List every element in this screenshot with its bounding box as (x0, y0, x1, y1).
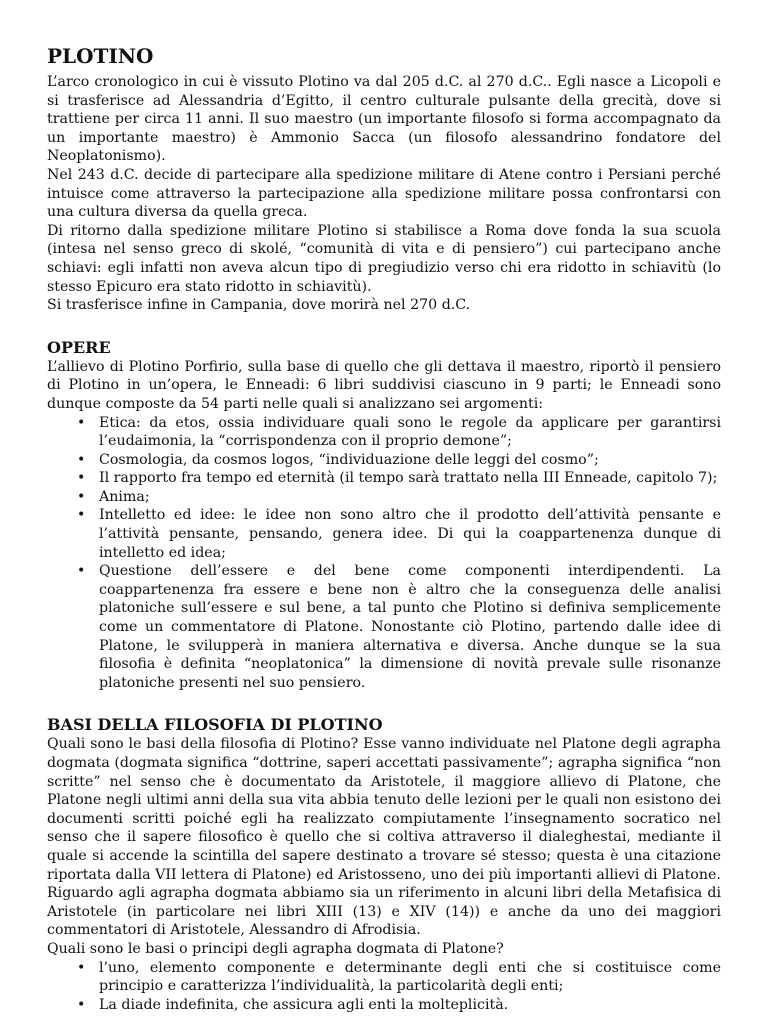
page-title: PLOTINO (47, 44, 154, 68)
list-item: • Etica: da etos, ossia individuare quali sono le regole da applicare per garantirsi l’eudaimonia, la “corrispondenza con il proprio demone”; (99, 414, 721, 451)
basi-list (47, 959, 721, 1015)
list-item: • l’uno, elemento componente e determinante degli enti che si costituisce come principio e caratterizza l’individualità, la particolarità degli enti; (99, 959, 721, 996)
basi-paragraph: Quali sono le basi della filosofia di Plotino? Esse vanno individuate nel Platone degli agrapha dogmata (dogmata significa “dottrine, saperi accettati passivamente”; agrapha significa “non scritte” nel senso che è documentato da Aristotele, il maggiore allievo di Platone, che Platone negli ultimi anni della sua vita abbia tenuto delle lezioni per le quali non esistono dei documenti scritti poiché egli ha realizzato compiutamente l’insegnamento socratico nel senso che il sapere filosofico è quello che si coltiva attraverso il dialeghestai, mediante il quale si accende la scintilla del sapere destinato a trovare sé stesso; questa è una citazione riportata dalla VII lettera di Platone) ed Aristosseno, uno dei più importanti allievi di Platone. (47, 736, 721, 883)
list-item: • Intelletto ed idee: le idee non sono altro che il prodotto dell’attività pensante e l’attività pensante, pensando, genera idee. Di qui la coappartenenza dunque di intelletto ed idea; (99, 506, 721, 562)
section-heading-opere: OPERE (47, 337, 111, 357)
section-heading-basi: BASI DELLA FILOSOFIA DI PLOTINO (47, 715, 383, 735)
section-opere (47, 337, 721, 693)
intro-paragraph: Nel 243 d.C. decide di partecipare alla spedizione militare di Atene contro i Persiani perché intuisce come attraverso la partecipazione alla spedizione militare possa confrontarsi con una cultura diversa da quella greca. (47, 166, 721, 221)
intro-paragraph: L’arco cronologico in cui è vissuto Plotino va dal 205 d.C. al 270 d.C.. Egli nasce a Licopoli e si trasferisce ad Alessandria d’Egitto, il centro culturale pulsante della grecità, dove si trattiene per circa 11 anni. Il suo maestro (un importante filosofo si forma accompagnato da un importante maestro) è Ammonio Sacca (un filosofo alessandrino fondatore del Neoplatonismo). (47, 74, 721, 165)
opere-list (47, 414, 721, 693)
list-item: • Questione dell’essere e del bene come componenti interdipendenti. La coappartenenza fra essere e bene non è altro che la conseguenza delle analisi platoniche sull’essere e sul bene, a tal punto che Plotino si definiva semplicemente come un commentatore di Platone. Nonostante ciò Plotino, partendo dalle idee di Platone, le svilupperà in maniera alternativa e diversa. Anche dunque se la sua filosofia è definita “neoplatonica” la dimensione di novità prevale sulle risonanze platoniche presenti nel suo pensiero. (99, 562, 721, 692)
opere-paragraph: L’allievo di Plotino Porfirio, sulla base di quello che gli dettava il maestro, riportò il pensiero di Plotino in un’opera, le Enneadi: 6 libri suddivisi ciascuno in 9 parti; le Enneadi sono dunque composte da 54 parti nelle quali si analizzano sei argomenti: (47, 358, 721, 412)
intro-paragraph: Di ritorno dalla spedizione militare Plotino si stabilisce a Roma dove fonda la sua scuola (intesa nel senso greco di skolé, “comunità di vita e di pensiero”) cui partecipano anche schiavi: egli infatti non aveva alcun tipo di pregiudizio verso chi era ridotto in schiavitù (lo stesso Epicuro era stato ridotto in schiavitù). (47, 222, 721, 295)
intro-paragraph: Si trasferisce infine in Campania, dove morirà nel 270 d.C. (47, 297, 471, 314)
section-basi (47, 714, 721, 1014)
list-item: • Anima; (99, 488, 721, 507)
list-item: • Cosmologia, da cosmos logos, “individuazione delle leggi del cosmo”; (99, 451, 721, 470)
basi-paragraph: Riguardo agli agrapha dogmata abbiamo sia un riferimento in alcuni libri della Metafisica di Aristotele (in particolare nei libri XIII (13) e XIV (14)) e anche da uno dei maggiori commentatori di Aristotele, Alessandro di Afrodisia. (47, 885, 721, 939)
basi-paragraph: Quali sono le basi o principi degli agrapha dogmata di Platone? (47, 940, 504, 957)
list-item: • La diade indefinita, che assicura agli enti la molteplicità. (99, 996, 721, 1015)
list-item: • Il rapporto fra tempo ed eternità (il tempo sarà trattato nella III Enneade, capitolo 7); (99, 469, 721, 488)
